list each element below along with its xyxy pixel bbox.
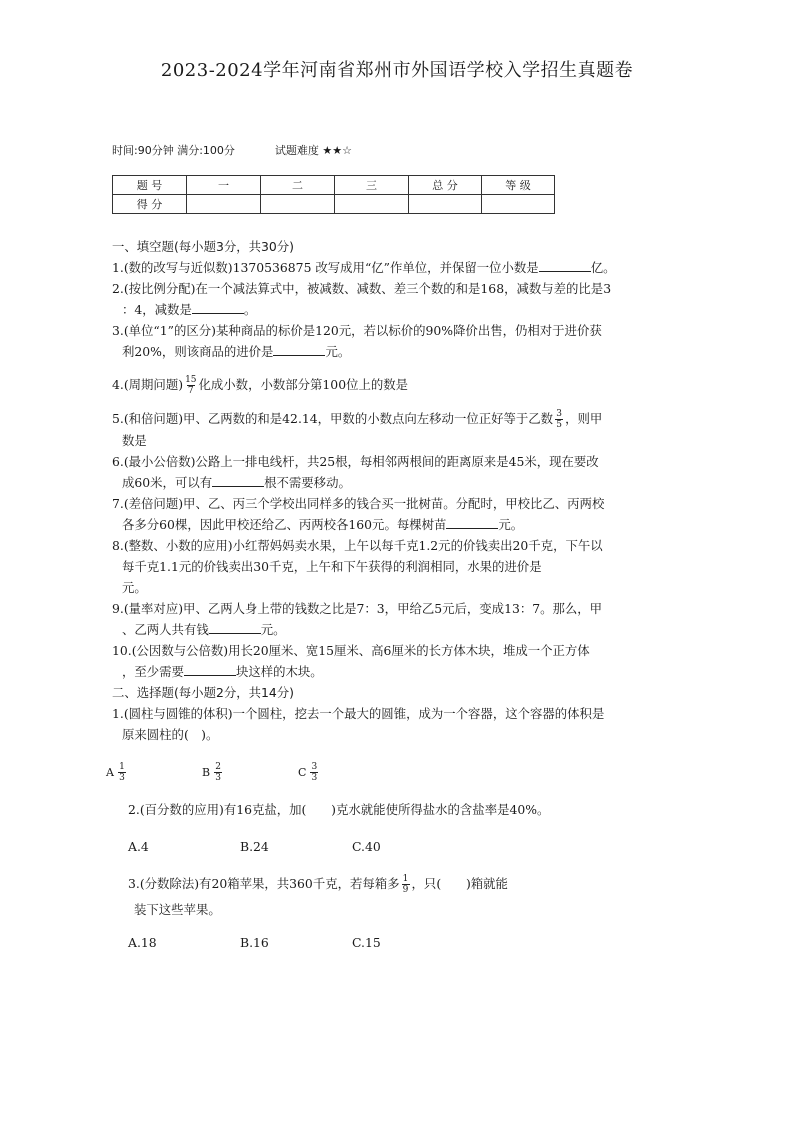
choice-a[interactable]: A.4 [128, 839, 149, 854]
score-header-cell: 一 [187, 176, 261, 195]
score-table-header-row [113, 176, 555, 195]
choice-c[interactable]: C.40 [352, 839, 381, 854]
difficulty-stars: ★★☆ [322, 144, 352, 157]
answer-blank[interactable] [539, 259, 591, 272]
answer-blank[interactable] [273, 343, 325, 356]
question-1-9: 9.(量率对应)甲、乙两人身上带的钱数之比是7：3，甲给乙5元后，变成13：7。那么，甲 、乙两人共有钱 元。 [112, 601, 603, 637]
answer-blank[interactable] [184, 663, 236, 676]
section-heading: 二、选择题(每小题2分，共14分) [112, 685, 295, 700]
question-1-8: 8.(整数、小数的应用)小红帮妈妈卖水果，上午以每千克1.2元的价钱卖出20千克，下午以 每千克1.1元的价钱卖出30千克，上午和下午获得的利润相同，水果的进价是 元。 [112, 538, 603, 595]
choice-c[interactable]: C $\frac{3}{3}$ [298, 762, 318, 783]
question-1-4: 4.(周期问题) $\frac{15}{7}$ 化成小数，小数部分第100位上的数是 [112, 375, 409, 396]
question-2-2: 2.(百分数的应用)有16克盐，加( )克水就能使所得盐水的含盐率是40%。 [128, 802, 550, 817]
score-header-cell: 三 [335, 176, 409, 195]
score-header-cell: 总 分 [409, 176, 482, 195]
score-cell[interactable] [335, 195, 409, 214]
difficulty-label: 试题难度 [274, 144, 319, 157]
score-cell[interactable] [409, 195, 482, 214]
answer-blank[interactable] [209, 621, 261, 634]
time-and-score: 时间:90分钟 满分:100分 [112, 144, 235, 157]
choice-c[interactable]: C.15 [352, 935, 381, 950]
exam-meta [112, 142, 352, 158]
question-1-2: 2.(按比例分配)在一个减法算式中，被减数、减数、差三个数的和是168，减数与差的比是3 ：4，减数是 。 [112, 281, 612, 317]
answer-blank[interactable] [192, 301, 244, 314]
choice-list [112, 836, 686, 857]
choice-b[interactable]: B.24 [240, 839, 269, 854]
score-cell[interactable] [482, 195, 555, 214]
score-header-cell: 二 [261, 176, 335, 195]
choice-b[interactable]: B $\frac{2}{3}$ [202, 762, 221, 783]
fraction: $\frac{3}{5}$ [556, 409, 562, 430]
score-table [112, 175, 555, 214]
choice-a[interactable]: A.18 [128, 935, 157, 950]
question-1-6: 6.(最小公倍数)公路上一排电线杆，共25根，每相邻两根间的距离原来是45米，现在要改 成60米，可以有 根不需要移动。 [112, 454, 599, 490]
score-header-cell: 题 号 [113, 176, 187, 195]
question-2-3: 3.(分数除法)有20箱苹果，共360千克，若每箱多 $\frac{1}{9}$ ，只( )箱就能 装下这些苹果。 [128, 874, 508, 917]
fraction: $\frac{1}{9}$ [402, 874, 409, 895]
question-1-1: 1.(数的改写与近似数)1370536875 改写成用“亿”作单位，并保留一位小数是 亿。 [112, 260, 616, 275]
exam-title: 2023-2024学年河南省郑州市外国语学校入学招生真题卷 [160, 60, 634, 81]
choice-a[interactable]: A $\frac{1}{3}$ [106, 762, 125, 783]
score-header-cell: 等 级 [482, 176, 555, 195]
question-1-3: 3.(单位“1”的区分)某种商品的标价是120元，若以标价的90%降价出售，仍相对于进价获 利20%，则该商品的进价是 元。 [112, 323, 602, 359]
question-1-7: 7.(差倍问题)甲、乙、丙三个学校出同样多的钱合买一批树苗。分配时，甲校比乙、丙两校 各多分60棵，因此甲校还给乙、丙两校各160元。每棵树苗 元。 [112, 496, 605, 532]
answer-blank[interactable] [446, 516, 498, 529]
answer-blank[interactable] [212, 474, 264, 487]
question-1-10: 10.(公因数与公倍数)用长20厘米、宽15厘米、高6厘米的长方体木块，堆成一个正方体 ，至少需要 块这样的木块。 [112, 643, 590, 679]
section-heading: 一、填空题(每小题3分，共30分) [112, 239, 295, 254]
score-row-label: 得 分 [113, 195, 187, 214]
choice-list [112, 932, 686, 953]
choice-list [106, 749, 686, 783]
question-2-1: 1.(圆柱与圆锥的体积)一个圆柱，挖去一个最大的圆锥，成为一个容器，这个容器的体积是 原来圆柱的( )。 [112, 706, 605, 742]
question-1-5: 5.(和倍问题)甲、乙两数的和是42.14，甲数的小数点向左移动一位正好等于乙数 $\frac{3}{5}$ ，则甲 数是 [112, 409, 603, 448]
fraction: $\frac{15}{7}$ [185, 375, 197, 396]
choice-b[interactable]: B.16 [240, 935, 269, 950]
exam-body [106, 236, 686, 953]
score-cell[interactable] [261, 195, 335, 214]
score-table-score-row [113, 195, 555, 214]
score-cell[interactable] [187, 195, 261, 214]
